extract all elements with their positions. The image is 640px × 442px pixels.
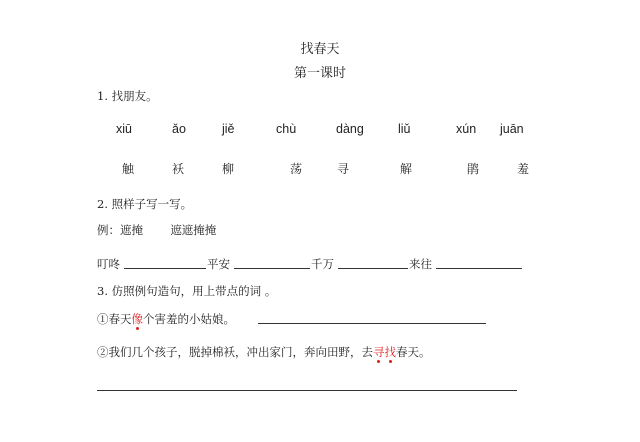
page-subtitle: 第一课时 <box>293 66 346 81</box>
character-item: 寻 <box>337 162 350 176</box>
character-item: 触 <box>122 162 135 176</box>
sentence-2: ②我们几个孩子，脱掉棉袄，冲出家门，奔向田野，去寻找春天。 <box>97 345 431 359</box>
character-item: 鹃 <box>467 162 480 176</box>
key-word: 找 <box>384 345 396 359</box>
pinyin-item: xún <box>456 122 477 136</box>
word-item: 来往 <box>409 257 432 271</box>
pinyin-item: xiū <box>116 122 132 136</box>
example-row <box>97 222 216 238</box>
pinyin-item: dàng <box>336 122 364 136</box>
answer-blank[interactable] <box>234 268 310 269</box>
answer-blank[interactable] <box>258 323 486 324</box>
key-word: 像 <box>131 312 143 326</box>
key-word: 寻 <box>373 345 385 359</box>
character-item: 柳 <box>222 162 235 176</box>
example-word: 遮掩 <box>120 223 143 237</box>
pinyin-item: liǔ <box>398 122 411 136</box>
pinyin-item: jiě <box>222 122 235 136</box>
word-item: 叮咚 <box>97 257 120 271</box>
pinyin-item: chù <box>276 122 297 136</box>
character-item: 荡 <box>290 162 303 176</box>
sentence-1: ①春天像个害羞的小姑娘。 <box>97 312 235 326</box>
example-answer: 遮遮掩掩 <box>170 223 217 237</box>
pinyin-item: juān <box>500 122 524 136</box>
example-label: 例： <box>97 223 120 237</box>
word-item: 千万 <box>311 257 334 271</box>
answer-blank[interactable] <box>436 268 522 269</box>
answer-blank[interactable] <box>97 390 517 391</box>
answer-blank[interactable] <box>338 268 408 269</box>
word-item: 平安 <box>207 257 230 271</box>
character-item: 袄 <box>172 162 185 176</box>
character-item: 羞 <box>517 162 530 176</box>
character-item: 解 <box>400 162 413 176</box>
question-2-heading: 2. 照样子写一写。 <box>97 197 193 211</box>
pinyin-item: ǎo <box>172 122 186 136</box>
question-1-heading: 1. 找朋友。 <box>97 89 158 103</box>
answer-blank[interactable] <box>124 268 206 269</box>
question-3-heading: 3. 仿照例句造句，用上带点的词 。 <box>97 284 277 298</box>
page-title: 找春天 <box>300 42 340 57</box>
